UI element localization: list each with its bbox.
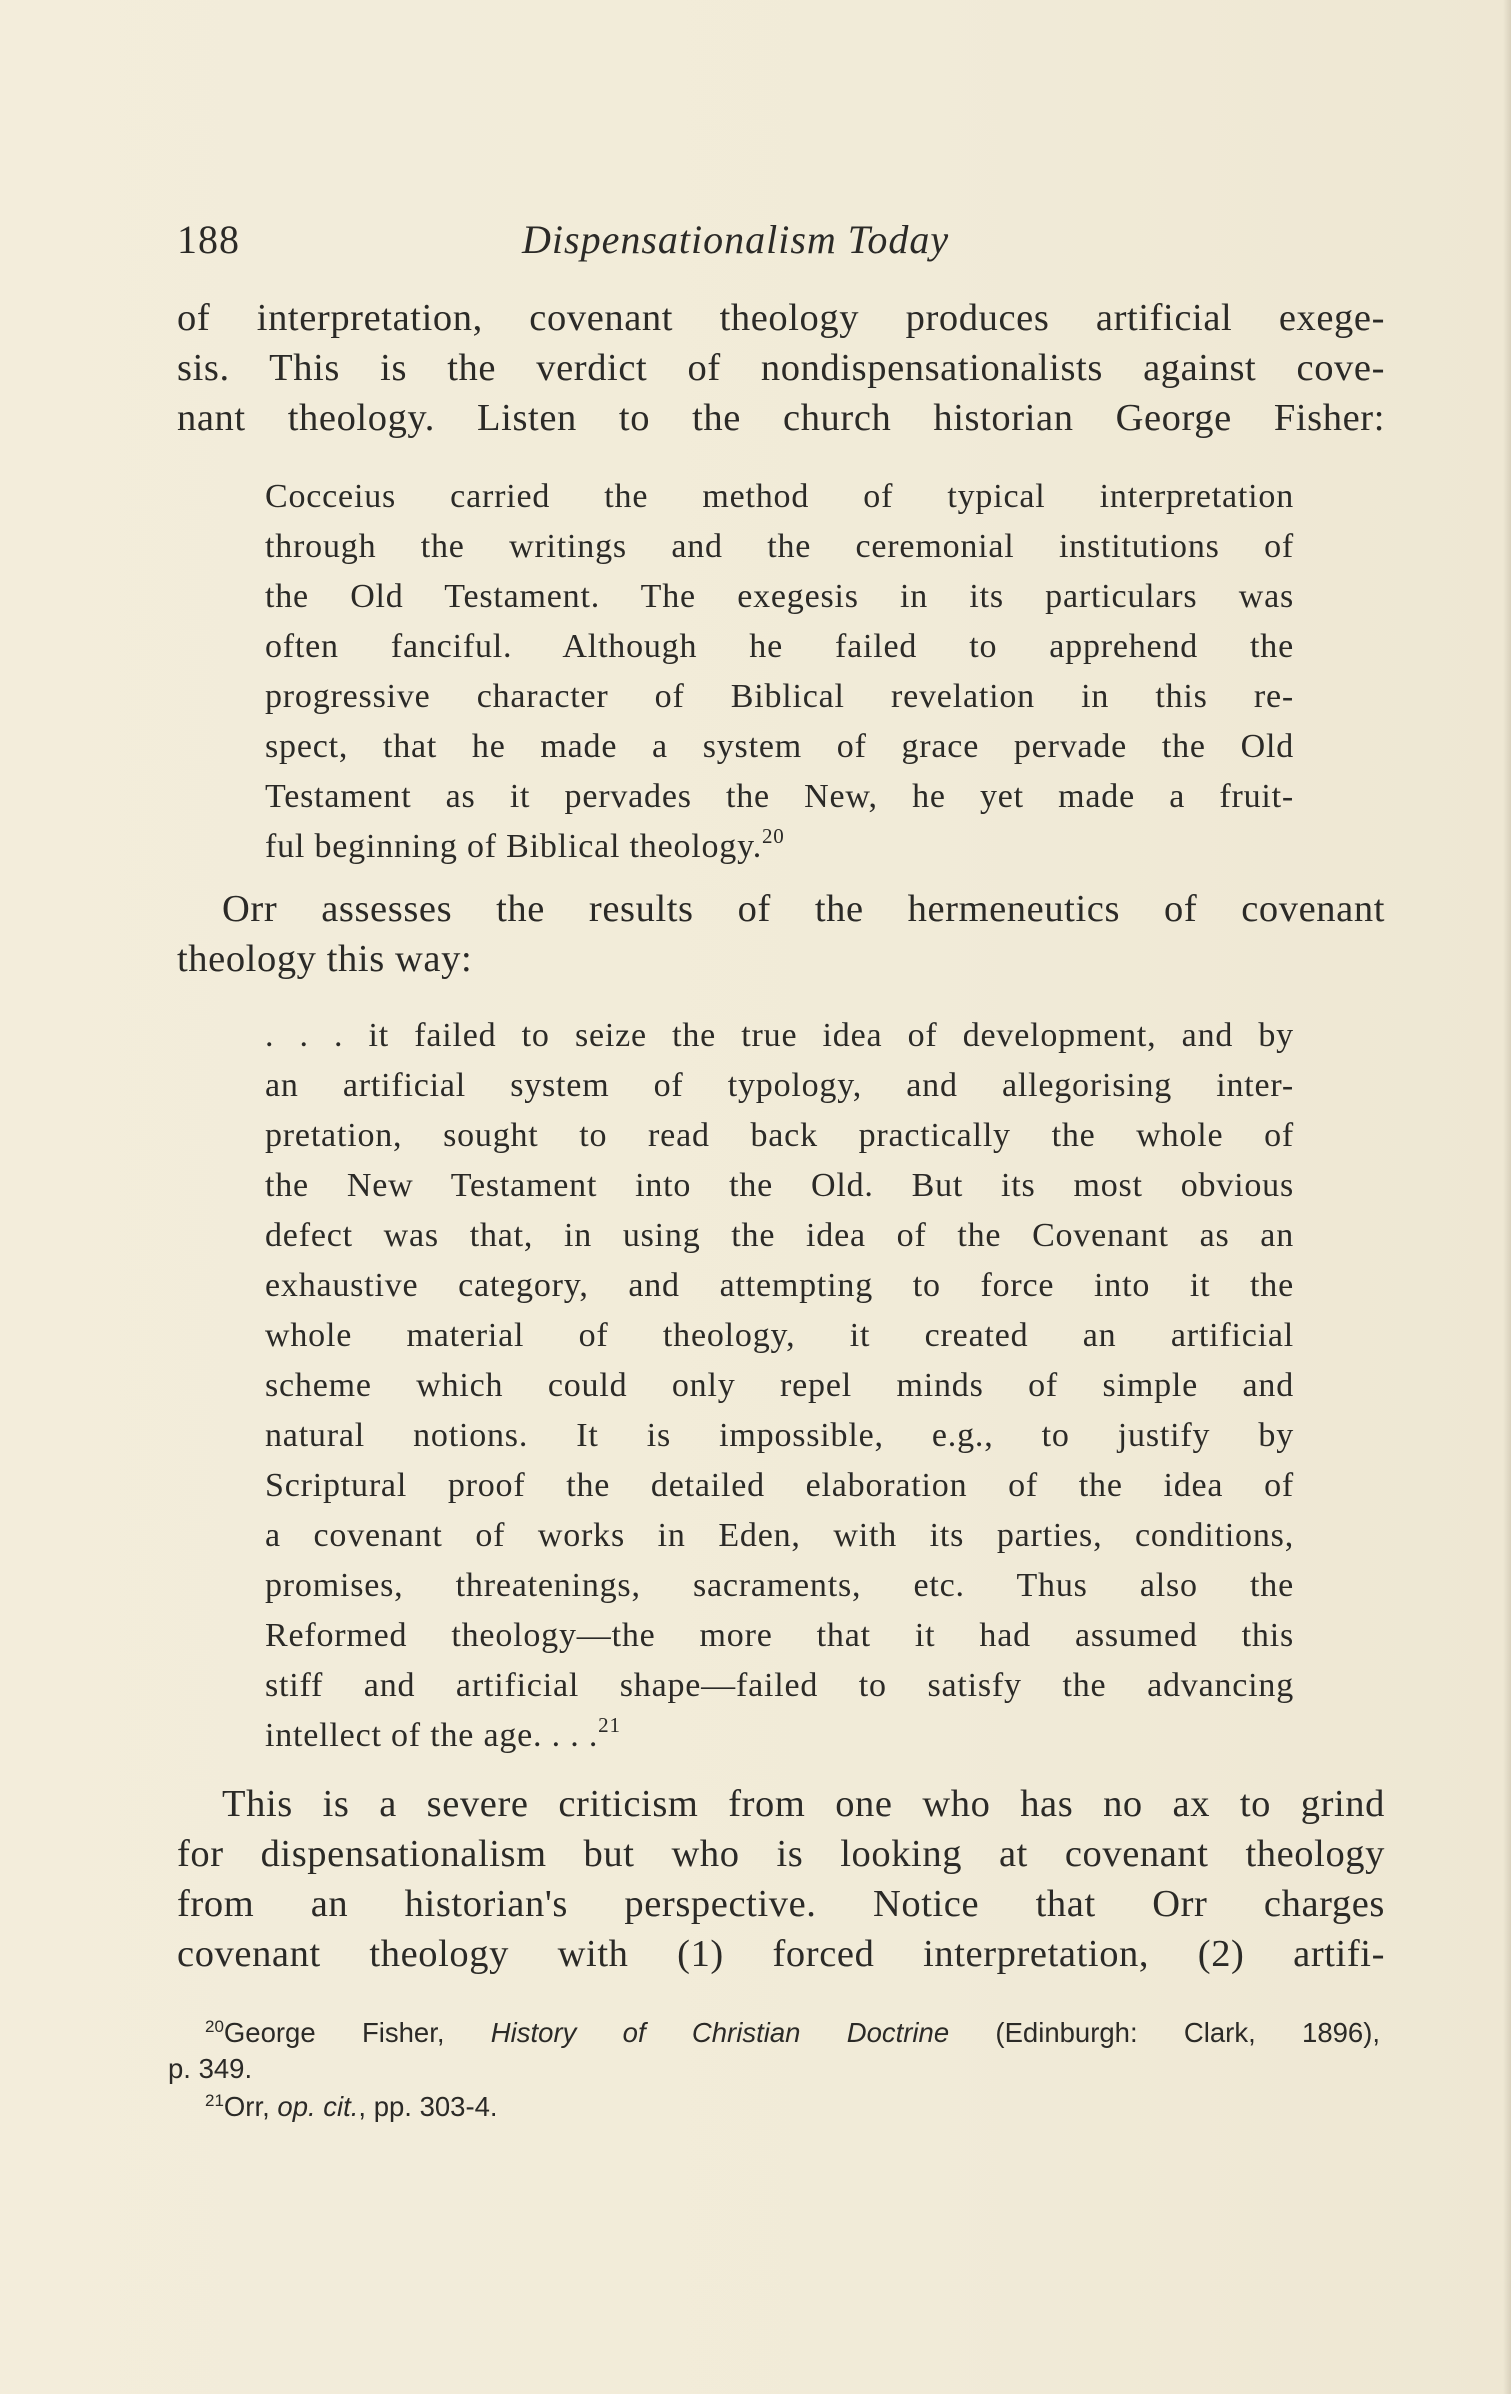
quote-line: scheme which could only repel minds of simple and [265, 1367, 1294, 1404]
quote-line: through the writings and the ceremonial institutions of [265, 528, 1294, 565]
quote-line: pretation, sought to read back practically the whole of [265, 1117, 1294, 1154]
quote-line [265, 1711, 1294, 1764]
quote-line: stiff and artificial shape—failed to satisfy the advancing [265, 1667, 1294, 1704]
quote-line: promises, threatenings, sacraments, etc. Thus also the [265, 1567, 1294, 1604]
footnote-author: Orr, [223, 2091, 278, 2122]
quote-line: defect was that, in using the idea of the Covenant as an [265, 1217, 1294, 1254]
quote-line: exhaustive category, and attempting to force into it the [265, 1267, 1294, 1304]
quote-line [265, 822, 1294, 875]
text-line: Orr assesses the results of the hermeneutics of covenant [222, 888, 1385, 930]
quote-line: the Old Testament. The exegesis in its particulars was [265, 578, 1294, 615]
text-line: covenant theology with (1) forced interpretation, (2) artifi- [177, 1933, 1385, 1975]
page-header [177, 212, 1377, 272]
text-line: of interpretation, covenant theology produces artificial exege- [177, 297, 1385, 339]
block-quote-orr [265, 1011, 1294, 1764]
quote-line: Cocceius carried the method of typical interpretation [265, 478, 1294, 515]
footnote-publication: (Edinburgh: Clark, 1896), [949, 2017, 1380, 2048]
quote-line: Reformed theology—the more that it had assumed this [265, 1617, 1294, 1654]
footnote-pages: , pp. 303-4. [358, 2091, 498, 2122]
text-line: nant theology. Listen to the church historian George Fisher: [177, 397, 1385, 439]
paragraph-3 [177, 1779, 1385, 1979]
footnote-number: 21 [205, 2091, 224, 2110]
quote-line: an artificial system of typology, and allegorising inter- [265, 1067, 1294, 1104]
quote-line: a covenant of works in Eden, with its parties, conditions, [265, 1517, 1294, 1554]
page-number: 188 [177, 217, 240, 262]
footnote-20-page: p. 349. [168, 2053, 253, 2084]
text-line: sis. This is the verdict of nondispensationalists against cove- [177, 347, 1385, 389]
text-line: from an historian's perspective. Notice that Orr charges [177, 1883, 1385, 1925]
footnotes [168, 2017, 1380, 2127]
page-edge-shadow [1503, 0, 1511, 2394]
quote-line: . . . it failed to seize the true idea of development, and by [265, 1017, 1294, 1054]
quote-line: whole material of theology, it created an artificial [265, 1317, 1294, 1354]
quote-line: often fanciful. Although he failed to apprehend the [265, 628, 1294, 665]
footnote-ref-20: 20 [762, 824, 785, 848]
footnote-number: 20 [205, 2017, 224, 2036]
paragraph-1 [177, 293, 1385, 443]
footnote-title: op. cit. [277, 2091, 359, 2122]
footnote-title: History of Christian Doctrine [490, 2017, 950, 2048]
quote-line: Testament as it pervades the New, he yet made a fruit- [265, 778, 1294, 815]
quote-line: the New Testament into the Old. But its most obvious [265, 1167, 1294, 1204]
quote-line: natural notions. It is impossible, e.g., to justify by [265, 1417, 1294, 1454]
paragraph-2 [177, 884, 1385, 984]
running-title: Dispensationalism Today [522, 217, 950, 262]
footnote-ref-21: 21 [598, 1713, 621, 1737]
text-line: for dispensationalism but who is looking at covenant theology [177, 1833, 1385, 1875]
quote-line: progressive character of Biblical revelation in this re- [265, 678, 1294, 715]
footnote-author: George Fisher, [223, 2017, 491, 2048]
quote-line: Scriptural proof the detailed elaboration of the idea of [265, 1467, 1294, 1504]
footnote-21 [168, 2091, 1380, 2127]
quote-line: spect, that he made a system of grace pervade the Old [265, 728, 1294, 765]
quote-line-text: intellect of the age. . . . [265, 1717, 599, 1754]
text-line: This is a severe criticism from one who has no ax to grind [222, 1783, 1385, 1825]
quote-line-text: ful beginning of Biblical theology. [265, 828, 762, 865]
block-quote-fisher [265, 472, 1294, 875]
footnote-20 [168, 2017, 1380, 2053]
text-line: theology this way: [177, 938, 473, 980]
